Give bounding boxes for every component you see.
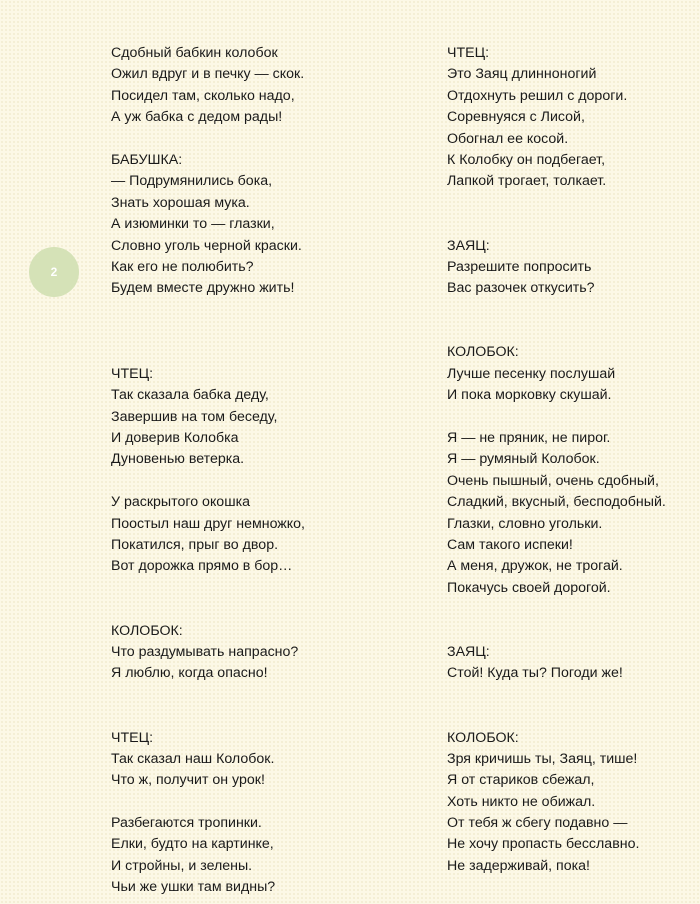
text-line: Глазки, словно угольки. <box>447 515 603 532</box>
text-line <box>111 578 371 599</box>
text-line: Сладкий, вкусный, бесподобный. <box>447 494 666 511</box>
text-line: Я люблю, когда опасно! <box>111 665 268 682</box>
text-line <box>111 706 371 727</box>
text-line <box>111 685 371 706</box>
text-line: Как его не полюбить? <box>111 258 254 275</box>
text-line: КОЛОБОК: <box>111 622 183 639</box>
text-line: ЧТЕЦ: <box>111 365 154 382</box>
text-line <box>447 321 687 342</box>
text-line: Поостыл наш друг немножко, <box>111 515 305 532</box>
text-line: ЧТЕЦ: <box>447 45 490 61</box>
text-line <box>111 792 371 813</box>
text-line: Так сказала бабка деду, <box>111 387 269 404</box>
text-line <box>447 685 687 706</box>
text-line: ЧТЕЦ: <box>111 729 154 746</box>
text-line: Что раздумывать напрасно? <box>111 643 299 660</box>
text-line <box>447 214 687 235</box>
text-line: Посидел там, сколько надо, <box>111 87 295 104</box>
text-line <box>447 407 687 428</box>
text-line: А изюминки то — глазки, <box>111 216 275 233</box>
text-line: ЗАЯЦ: <box>447 643 490 660</box>
text-line: Дуновенью ветерка. <box>111 451 245 468</box>
text-line: Хоть никто не обижал. <box>447 793 596 810</box>
text-line <box>111 342 371 363</box>
text-line: А уж бабка с дедом рады! <box>111 109 283 126</box>
text-line: Я от стариков сбежал, <box>447 772 595 789</box>
text-line: Это Заяц длинноногий <box>447 66 597 83</box>
text-line: Чьи же ушки там видны? <box>111 879 276 896</box>
text-line: Обогнал ее косой. <box>447 130 569 147</box>
text-line <box>447 599 687 620</box>
text-line: Завершив на том беседу, <box>111 408 278 425</box>
text-line: Покатился, прыг во двор. <box>111 536 279 553</box>
right-text-column <box>447 43 687 877</box>
text-line: ЗАЯЦ: <box>447 237 490 254</box>
text-line: А меня, дружок, не трогай. <box>447 558 623 575</box>
text-line: КОЛОБОК: <box>447 344 519 361</box>
text-line: Вот дорожка прямо в бор… <box>111 558 293 575</box>
text-line: От тебя ж сбегу подавно — <box>447 815 628 832</box>
text-line: Что ж, получит он урок! <box>111 772 265 789</box>
text-line: Я — не пряник, не пирог. <box>447 430 611 447</box>
text-line: Ожил вдруг и в печку — скок. <box>111 66 305 83</box>
text-line: Соревнуяся с Лисой, <box>447 109 585 126</box>
text-line: Стой! Куда ты? Погоди же! <box>447 665 623 682</box>
text-line <box>111 321 371 342</box>
left-text-column <box>111 43 371 899</box>
text-line: Разбегаются тропинки. <box>111 815 262 832</box>
text-line: КОЛОБОК: <box>447 729 519 746</box>
text-line: Не хочу пропасть бесславно. <box>447 836 640 853</box>
text-line <box>111 300 371 321</box>
text-line: Словно уголь черной краски. <box>111 237 302 254</box>
text-line: Не задерживай, пока! <box>447 857 590 874</box>
text-line: Разрешите попросить <box>447 258 592 275</box>
page-number-badge: 2 <box>29 247 79 297</box>
text-line: БАБУШКА: <box>111 151 183 168</box>
text-line: Я — румяный Колобок. <box>447 451 600 468</box>
text-line <box>111 599 371 620</box>
text-line <box>111 471 371 492</box>
text-line: Покачусь своей дорогой. <box>447 579 611 596</box>
text-line: Лапкой трогает, толкает. <box>447 173 607 190</box>
text-line: Сдобный бабкин колобок <box>111 45 278 61</box>
text-line: Сам такого испеки! <box>447 536 573 553</box>
text-line: Знать хорошая мука. <box>111 194 250 211</box>
text-line <box>447 706 687 727</box>
text-line: Елки, будто на картинке, <box>111 836 274 853</box>
text-line: Так сказал наш Колобок. <box>111 750 275 767</box>
text-line: Отдохнуть решил с дороги. <box>447 87 628 104</box>
text-line: И пока морковку скушай. <box>447 387 612 404</box>
text-line: Будем вместе дружно жить! <box>111 280 295 297</box>
text-line: И доверив Колобка <box>111 430 239 447</box>
text-line <box>111 129 371 150</box>
text-line: Вас разочек откусить? <box>447 280 595 297</box>
text-line: — Подрумянились бока, <box>111 173 273 190</box>
text-line: К Колобку он подбегает, <box>447 151 606 168</box>
text-line: Зря кричишь ты, Заяц, тише! <box>447 750 638 767</box>
text-line: И стройны, и зелены. <box>111 857 253 874</box>
text-line: У раскрытого окошка <box>111 494 250 511</box>
text-line: Лучше песенку послушай <box>447 365 616 382</box>
text-line: Очень пышный, очень сдобный, <box>447 472 659 489</box>
text-line <box>447 621 687 642</box>
text-line <box>447 193 687 214</box>
text-line <box>447 300 687 321</box>
